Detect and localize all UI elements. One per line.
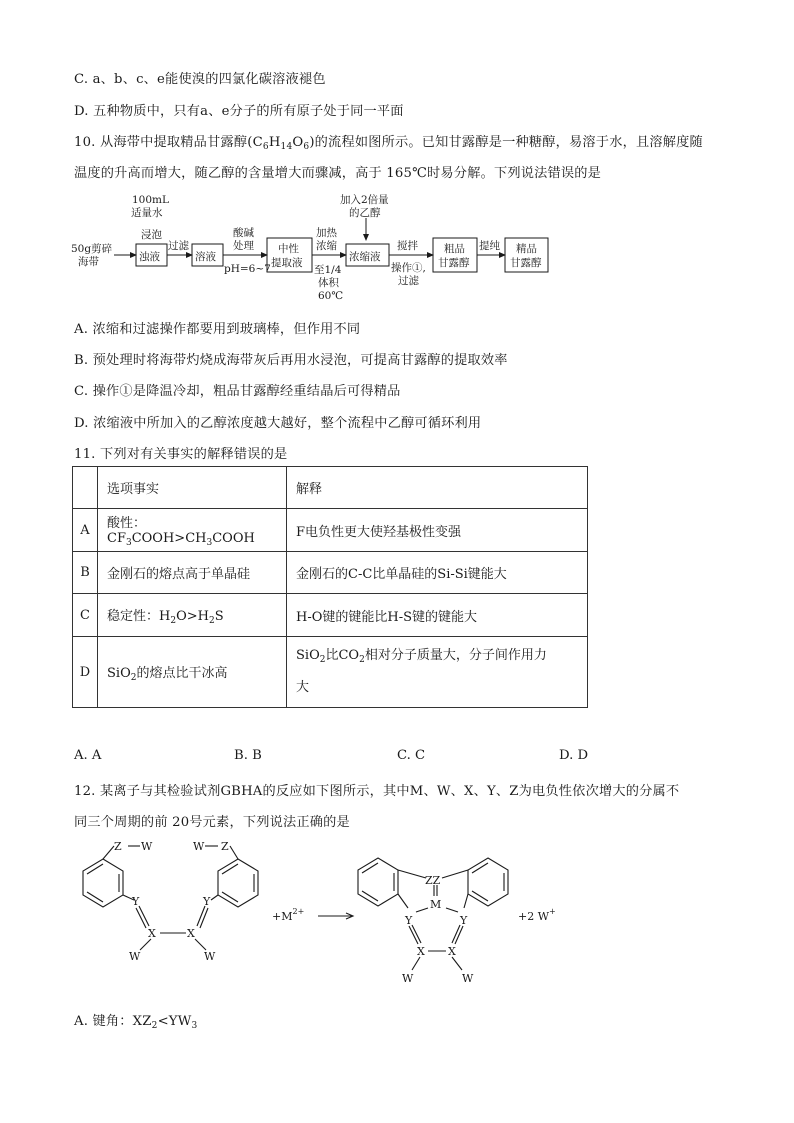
q10-stem-line2: 温度的升高而增大，随乙醇的含量增大而骤减，高于 165℃时易分解。下列说法错误的是 (74, 166, 602, 181)
label-m: M (430, 898, 442, 911)
flow-stir: 搅拌 (397, 240, 418, 252)
flow-box-turbid: 浊液 (139, 251, 160, 263)
q11-option-d: D. D (559, 748, 589, 763)
flow-heat-2: 浓缩 (316, 240, 337, 252)
flow-water-1: 100mL (132, 194, 169, 206)
q10-option-a: A. 浓缩和过滤操作都要用到玻璃棒，但作用不同 (74, 322, 361, 337)
label-w: W (462, 972, 474, 985)
q11-stem: 11. 下列对有关事实的解释错误的是 (74, 447, 288, 462)
flow-ph: pH=6~7 (224, 263, 271, 275)
table-header-fact: 选项事实 (98, 467, 287, 509)
row-explanation: SiO$_2$比$CO_2$相对分子质量大，分子间作用力 大 (287, 637, 588, 708)
label-y: Y (203, 895, 211, 908)
label-w: W (193, 840, 205, 853)
label-w: W (204, 950, 216, 963)
row-key: B (73, 552, 98, 594)
q12-stem-line2: 同三个周期的前 20号元素，下列说法正确的是 (74, 815, 350, 830)
row-explanation: 金刚石的C-C比单晶硅的Si-Si键能大 (287, 552, 588, 594)
flow-start-2: 海带 (78, 256, 99, 268)
row-explanation: F电负性更大使羟基极性变强 (287, 509, 588, 552)
flow-box-fine-2: 甘露醇 (510, 257, 542, 269)
flow-acid-2: 处理 (233, 240, 254, 252)
row-fact: 稳定性：$H_2O>H_2S$ (98, 594, 287, 637)
flow-box-crude-2: 甘露醇 (438, 257, 470, 269)
table-header-explanation: 解释 (287, 467, 588, 509)
q11-option-a: A. A (74, 748, 102, 763)
label-zz: ZZ (425, 874, 441, 887)
label-plus-m: $+M^{2+}$ (272, 907, 305, 923)
flow-acid-1: 酸碱 (233, 227, 254, 239)
table-row (73, 509, 588, 552)
extraction-flowchart (68, 192, 568, 304)
prev-option-d: D. 五种物质中，只有a、e分子的所有原子处于同一平面 (74, 104, 404, 119)
flow-box-crude-1: 粗品 (444, 243, 465, 255)
flow-volume-2: 体积 (318, 277, 339, 289)
label-w: W (141, 840, 153, 853)
table-row (73, 637, 588, 708)
row-key: C (73, 594, 98, 637)
q11-table (72, 466, 588, 708)
label-x: X (417, 945, 425, 958)
flow-heat-1: 加热 (316, 227, 337, 239)
q11-option-c: C. C (397, 748, 426, 763)
q10-option-b: B. 预处理时将海带灼烧成海带灰后再用水浸泡，可提高甘露醇的提取效率 (74, 353, 508, 368)
flow-box-neutral-2: 提取液 (271, 257, 303, 269)
row-explanation: H-O键的键能比H-S键的键能大 (287, 594, 588, 637)
q10-stem-line1: 10. 从海带中提取精品甘露醇$(C_6H_{14}O_6)$的流程如图所示。已知甘露醇是一种糖醇，易溶于水，且溶解度随 (74, 135, 703, 152)
label-y: Y (405, 914, 413, 927)
flow-box-neutral-1: 中性 (278, 243, 299, 255)
flow-box-solution: 溶液 (195, 251, 216, 263)
label-z: Z (114, 840, 122, 853)
flow-box-fine-1: 精品 (516, 243, 537, 255)
table-row (73, 552, 588, 594)
flow-filter: 过滤 (168, 240, 189, 252)
label-w: W (129, 950, 141, 963)
flow-operation-1: 操作①, (391, 262, 426, 274)
q12-option-a: A. 键角：$XZ_2<YW_3$ (74, 1014, 198, 1031)
q12-stem-line1: 12. 某离子与其检验试剂GBHA的反应如下图所示，其中M、W、X、Y、Z为电负性依次增大的分属不 (74, 784, 680, 799)
prev-option-c: C. a、b、c、e能使溴的四氯化碳溶液褪色 (74, 72, 326, 87)
flow-operation-2: 过滤 (398, 275, 419, 287)
flow-volume-1: 至1/4 (314, 264, 342, 276)
flow-ethanol-2: 的乙醇 (349, 207, 381, 219)
row-fact: 金刚石的熔点高于单晶硅 (98, 552, 287, 594)
reaction-structure-diagram (68, 838, 718, 998)
flow-volume-3: 60℃ (318, 290, 344, 302)
flow-purify: 提纯 (479, 240, 500, 252)
table-header-row (73, 467, 588, 509)
q10-option-d: D. 浓缩液中所加入的乙醇浓度越大越好，整个流程中乙醇可循环利用 (74, 416, 482, 431)
flow-soak: 浸泡 (141, 229, 162, 241)
flow-ethanol-1: 加入2倍量 (340, 194, 389, 206)
table-row (73, 594, 588, 637)
label-z: Z (221, 840, 229, 853)
label-x: X (448, 945, 456, 958)
q10-option-c: C. 操作①是降温冷却，粗品甘露醇经重结晶后可得精品 (74, 384, 401, 399)
flow-start-1: 50g剪碎 (71, 243, 113, 255)
label-x: X (187, 927, 195, 940)
q11-option-b: B. B (234, 748, 262, 763)
flow-box-concentrate: 浓缩液 (349, 251, 381, 263)
label-w: W (402, 972, 414, 985)
row-key: A (73, 509, 98, 552)
label-x: X (148, 927, 156, 940)
label-plus-w: +2 W+ (518, 907, 556, 923)
flow-water-2: 适量水 (131, 207, 163, 219)
row-fact: SiO$_2$的熔点比干冰高 (98, 637, 287, 708)
label-y: Y (460, 914, 468, 927)
row-fact: 酸性：$CF_3COOH>CH_3COOH$ (98, 509, 287, 552)
row-key: D (73, 637, 98, 708)
label-y: Y (132, 895, 140, 908)
